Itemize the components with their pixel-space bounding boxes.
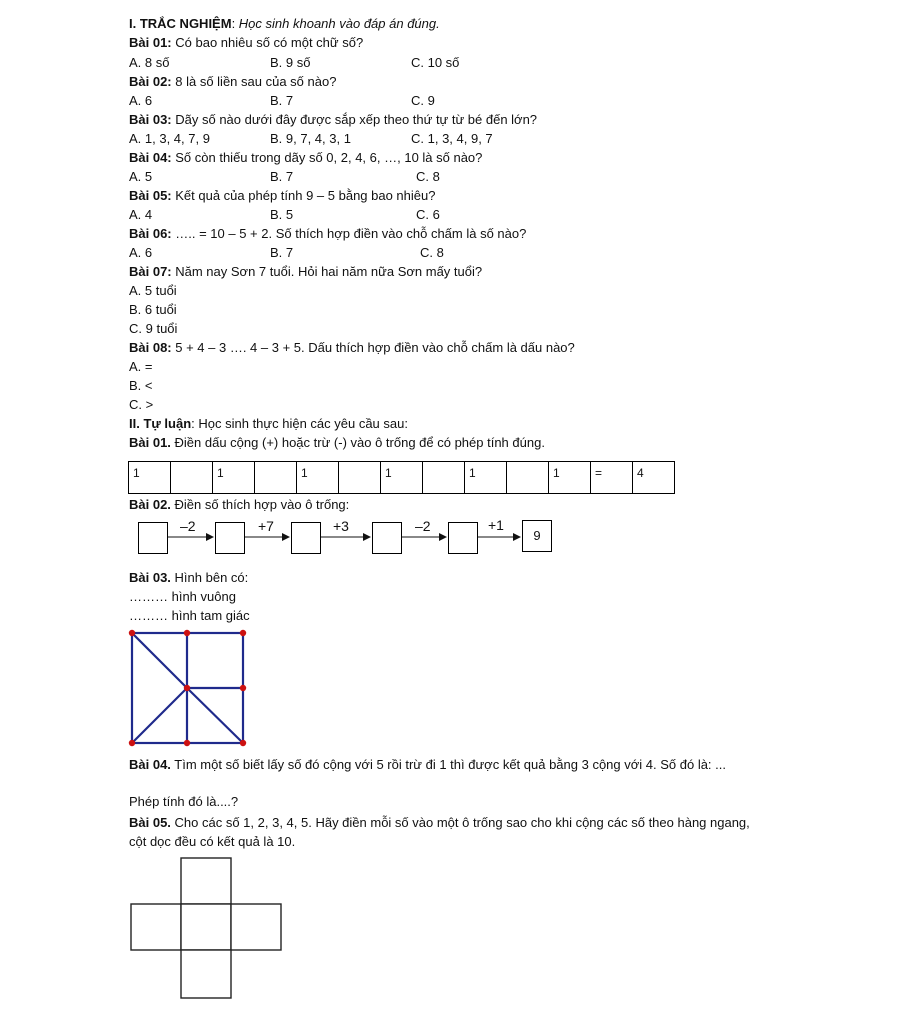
q1-option-c[interactable]: C. 10 số [411, 55, 460, 70]
q7-option-b[interactable]: B. 6 tuổi [129, 302, 177, 317]
chain-operation-label: +7 [258, 518, 274, 534]
chain-operation-label: +1 [488, 517, 504, 533]
number-cell: 1 [213, 462, 255, 494]
question-3-label: Bài 03: [129, 112, 172, 127]
number-cell: 1 [549, 462, 591, 494]
vertex-dot [184, 740, 190, 746]
exercise-3-label: Bài 03. [129, 570, 171, 585]
section-2-label: II. Tự luận [129, 416, 192, 431]
q5-option-a[interactable]: A. 4 [129, 207, 153, 222]
vertex-dot [184, 685, 190, 691]
exercise-4-line-2: Phép tính đó là....? [129, 794, 239, 809]
section-2-sep: : [191, 416, 199, 431]
exercise-5-label: Bài 05. [129, 815, 171, 830]
question-8-text: 5 + 4 – 3 …. 4 – 3 + 5. Dấu thích hợp điền vào chỗ chấm là dấu nào? [171, 340, 575, 355]
cross-cell-bottom [181, 950, 231, 998]
number-cell: 1 [381, 462, 423, 494]
question-5-label: Bài 05: [129, 188, 172, 203]
vertex-dot [129, 630, 135, 636]
q4-option-b[interactable]: B. 7 [270, 169, 294, 184]
section-1-label: I. TRẮC NGHIỆM [129, 16, 232, 31]
q4-option-c[interactable]: C. 8 [416, 169, 440, 184]
equals-cell: = [591, 462, 633, 494]
question-4-text: Số còn thiếu trong dãy số 0, 2, 4, 6, …, 10 là số nào? [171, 150, 483, 165]
q4-option-a[interactable]: A. 5 [129, 169, 153, 184]
cross-cell-right [231, 904, 281, 950]
cross-cell-center [181, 904, 231, 950]
q6-option-b[interactable]: B. 7 [270, 245, 294, 260]
exercise-2-text: Điền số thích hợp vào ô trống: [170, 497, 350, 512]
exercise-3 [129, 570, 248, 586]
vertex-dot [240, 685, 246, 691]
number-cell: 1 [129, 462, 171, 494]
q1-option-b[interactable]: B. 9 số [270, 55, 311, 70]
question-6-label: Bài 06: [129, 226, 172, 241]
q5-option-b[interactable]: B. 5 [270, 207, 294, 222]
question-1-label: Bài 01: [129, 35, 172, 50]
chain-result-box: 9 [522, 520, 552, 552]
section-1-instruction: Học sinh khoanh vào đáp án đúng. [238, 16, 440, 31]
q8-option-b[interactable]: B. < [129, 378, 153, 393]
question-4-label: Bài 04: [129, 150, 172, 165]
diagonal-line [132, 633, 187, 688]
chain-operation-label: –2 [180, 518, 196, 534]
question-5-text: Kết quả của phép tính 9 – 5 bằng bao nhiêu? [171, 188, 436, 203]
q6-option-a[interactable]: A. 6 [129, 245, 153, 260]
q8-option-c[interactable]: C. > [129, 397, 154, 412]
vertex-dot [240, 630, 246, 636]
q7-option-a[interactable]: A. 5 tuổi [129, 283, 177, 298]
section-2-instruction: Học sinh thực hiện các yêu cầu sau: [198, 416, 408, 431]
question-7-text: Năm nay Sơn 7 tuổi. Hỏi hai năm nữa Sơn mấy tuổi? [171, 264, 483, 279]
question-7-label: Bài 07: [129, 264, 172, 279]
exercise-4-text: Tìm một số biết lấy số đó cộng với 5 rồi trừ đi 1 thì được kết quả bằng 3 cộng với 4. Số đó là: ... [170, 757, 726, 772]
exercise-3-text: Hình bên có: [170, 570, 249, 585]
result-cell: 4 [633, 462, 675, 494]
exercise-4 [129, 755, 759, 774]
number-cell: 1 [297, 462, 339, 494]
exercise-1-label: Bài 01. [129, 435, 171, 450]
q3-option-b[interactable]: B. 9, 7, 4, 3, 1 [270, 131, 351, 146]
shape-figure [124, 626, 252, 751]
chain-operation-label: –2 [415, 518, 431, 534]
squares-count-line[interactable]: ……… hình vuông [129, 589, 236, 604]
vertex-dot [129, 740, 135, 746]
exercise-1-text: Điền dấu cộng (+) hoặc trừ (-) vào ô trống để có phép tính đúng. [170, 435, 545, 450]
q2-option-b[interactable]: B. 7 [270, 93, 294, 108]
question-1-text: Có bao nhiêu số có một chữ số? [171, 35, 364, 50]
vertex-dot [240, 740, 246, 746]
question-2-label: Bài 02: [129, 74, 172, 89]
q1-option-a[interactable]: A. 8 số [129, 55, 170, 70]
q2-option-c[interactable]: C. 9 [411, 93, 435, 108]
exercise-4-label: Bài 04. [129, 757, 171, 772]
vertex-dot [184, 630, 190, 636]
diagonal-line [187, 688, 243, 743]
cross-cell-top [181, 858, 231, 904]
q3-option-a[interactable]: A. 1, 3, 4, 7, 9 [129, 131, 210, 146]
exercise-5 [129, 813, 759, 851]
section-1-sep: : [231, 16, 239, 31]
q6-option-c[interactable]: C. 8 [420, 245, 444, 260]
q2-option-a[interactable]: A. 6 [129, 93, 153, 108]
question-2-text: 8 là số liền sau của số nào? [171, 74, 337, 89]
q8-option-a[interactable]: A. = [129, 359, 153, 374]
number-cell: 1 [465, 462, 507, 494]
q5-option-c[interactable]: C. 6 [416, 207, 440, 222]
chain-operation-label: +3 [333, 518, 349, 534]
cross-cell-left [131, 904, 181, 950]
diagonal-line [132, 688, 187, 743]
question-8-label: Bài 08: [129, 340, 172, 355]
exercise-5-text: Cho các số 1, 2, 3, 4, 5. Hãy điền mỗi số vào một ô trống sao cho khi cộng các số theo hàng ngang, cột dọc đều có kết quả là 10. [129, 815, 750, 849]
q3-option-c[interactable]: C. 1, 3, 4, 9, 7 [411, 131, 493, 146]
q7-option-c[interactable]: C. 9 tuổi [129, 321, 178, 336]
triangles-count-line[interactable]: ……… hình tam giác [129, 608, 250, 623]
cross-grid [129, 857, 284, 1002]
question-6-text: ….. = 10 – 5 + 2. Số thích hợp điền vào chỗ chấm là số nào? [171, 226, 527, 241]
exercise-2-label: Bài 02. [129, 497, 171, 512]
question-3-text: Dãy số nào dưới đây được sắp xếp theo thứ tự từ bé đến lớn? [171, 112, 538, 127]
